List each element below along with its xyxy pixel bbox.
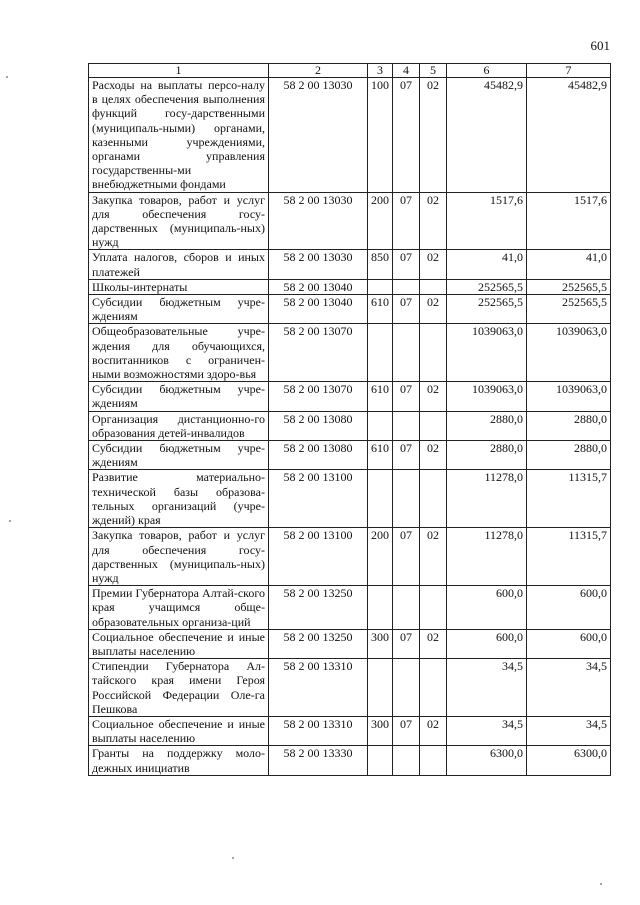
- row-section: 07: [393, 629, 420, 658]
- row-amount-year1: 2880,0: [447, 441, 527, 470]
- row-code: 58 2 00 13250: [269, 586, 368, 630]
- row-subsection: 02: [420, 629, 447, 658]
- table-row: [89, 250, 611, 279]
- table-row: [89, 716, 611, 745]
- row-name: Субсидии бюджетным учре-ждениям: [89, 382, 269, 411]
- row-section: [393, 659, 420, 717]
- row-code: 58 2 00 13330: [269, 746, 368, 775]
- row-code: 58 2 00 13080: [269, 441, 368, 470]
- row-section: [393, 586, 420, 630]
- row-expense-type: [368, 746, 393, 775]
- budget-table: [88, 63, 611, 776]
- row-amount-year1: 34,5: [447, 659, 527, 717]
- table-row: [89, 470, 611, 528]
- table-row: [89, 78, 611, 193]
- row-name: Премии Губернатора Алтай-ского края учащимся обще-образовательных организа-ций: [89, 586, 269, 630]
- row-section: [393, 470, 420, 528]
- row-amount-year2: 34,5: [527, 659, 611, 717]
- column-header: 6: [447, 64, 527, 78]
- row-amount-year1: 1039063,0: [447, 324, 527, 382]
- row-amount-year1: 2880,0: [447, 411, 527, 440]
- row-amount-year1: 252565,5: [447, 279, 527, 294]
- row-name: Социальное обеспечение и иные выплаты населению: [89, 716, 269, 745]
- table-row: [89, 382, 611, 411]
- column-header: 5: [420, 64, 447, 78]
- row-code: 58 2 00 13070: [269, 324, 368, 382]
- row-expense-type: [368, 659, 393, 717]
- row-section: 07: [393, 382, 420, 411]
- row-expense-type: 200: [368, 192, 393, 250]
- row-section: 07: [393, 192, 420, 250]
- column-header: 2: [269, 64, 368, 78]
- row-amount-year1: 11278,0: [447, 470, 527, 528]
- table-body: [89, 78, 611, 776]
- row-subsection: 02: [420, 78, 447, 193]
- column-header: 1: [89, 64, 269, 78]
- row-name: Закупка товаров, работ и услуг для обеспечения госу-дарственных (муниципаль-ных) нужд: [89, 528, 269, 586]
- row-code: 58 2 00 13310: [269, 716, 368, 745]
- row-amount-year1: 11278,0: [447, 528, 527, 586]
- table-row: [89, 279, 611, 294]
- table-row: [89, 746, 611, 775]
- row-expense-type: 850: [368, 250, 393, 279]
- row-expense-type: 100: [368, 78, 393, 193]
- row-subsection: [420, 470, 447, 528]
- scan-speck: [9, 520, 11, 522]
- row-section: 07: [393, 250, 420, 279]
- row-code: 58 2 00 13080: [269, 411, 368, 440]
- row-expense-type: [368, 470, 393, 528]
- row-amount-year2: 1039063,0: [527, 324, 611, 382]
- scan-speck: [6, 76, 8, 78]
- row-amount-year2: 2880,0: [527, 441, 611, 470]
- header-row: [89, 64, 611, 78]
- row-amount-year2: 600,0: [527, 629, 611, 658]
- row-amount-year2: 1517,6: [527, 192, 611, 250]
- row-amount-year1: 41,0: [447, 250, 527, 279]
- row-code: 58 2 00 13250: [269, 629, 368, 658]
- row-expense-type: [368, 324, 393, 382]
- row-subsection: 02: [420, 528, 447, 586]
- row-amount-year1: 34,5: [447, 716, 527, 745]
- row-subsection: [420, 746, 447, 775]
- row-subsection: 02: [420, 250, 447, 279]
- row-amount-year2: 2880,0: [527, 411, 611, 440]
- row-name: Общеобразовательные учре-ждения для обучающихся, воспитанников с ограничен-ными возможностями здоро-вья: [89, 324, 269, 382]
- row-section: [393, 746, 420, 775]
- row-section: 07: [393, 78, 420, 193]
- row-section: 07: [393, 528, 420, 586]
- row-amount-year2: 252565,5: [527, 279, 611, 294]
- row-name: Субсидии бюджетным учре-ждениям: [89, 295, 269, 324]
- scan-speck: [232, 857, 234, 859]
- table-row: [89, 586, 611, 630]
- row-code: 58 2 00 13040: [269, 295, 368, 324]
- row-code: 58 2 00 13030: [269, 192, 368, 250]
- row-code: 58 2 00 13100: [269, 470, 368, 528]
- row-name: Социальное обеспечение и иные выплаты населению: [89, 629, 269, 658]
- row-subsection: [420, 659, 447, 717]
- row-subsection: 02: [420, 382, 447, 411]
- row-amount-year2: 600,0: [527, 586, 611, 630]
- row-name: Уплата налогов, сборов и иных платежей: [89, 250, 269, 279]
- row-code: 58 2 00 13100: [269, 528, 368, 586]
- row-amount-year2: 45482,9: [527, 78, 611, 193]
- row-expense-type: 610: [368, 441, 393, 470]
- row-amount-year2: 252565,5: [527, 295, 611, 324]
- row-subsection: 02: [420, 441, 447, 470]
- row-expense-type: 610: [368, 295, 393, 324]
- page-number: 601: [590, 38, 610, 53]
- row-expense-type: 300: [368, 629, 393, 658]
- row-amount-year2: 34,5: [527, 716, 611, 745]
- table-row: [89, 659, 611, 717]
- table-row: [89, 192, 611, 250]
- row-amount-year2: 11315,7: [527, 528, 611, 586]
- row-amount-year1: 6300,0: [447, 746, 527, 775]
- row-amount-year2: 1039063,0: [527, 382, 611, 411]
- row-expense-type: 200: [368, 528, 393, 586]
- row-subsection: 02: [420, 295, 447, 324]
- row-name: Гранты на поддержку моло-дежных инициатив: [89, 746, 269, 775]
- row-subsection: [420, 324, 447, 382]
- column-header: 3: [368, 64, 393, 78]
- row-section: 07: [393, 295, 420, 324]
- row-code: 58 2 00 13040: [269, 279, 368, 294]
- table-row: [89, 295, 611, 324]
- row-expense-type: [368, 279, 393, 294]
- row-name: Субсидии бюджетным учре-ждениям: [89, 441, 269, 470]
- row-code: 58 2 00 13030: [269, 250, 368, 279]
- row-code: 58 2 00 13070: [269, 382, 368, 411]
- row-name: Расходы на выплаты персо-налу в целях обеспечения выполнения функций госу-дарственными (муниципаль-ными) органами, казенными учреждениями, органами управления государственны-ми внебюджетными фондами: [89, 78, 269, 193]
- row-name: Стипендии Губернатора Ал-тайского края имени Героя Российской Федерации Оле-га Пешкова: [89, 659, 269, 717]
- row-subsection: [420, 411, 447, 440]
- row-name: Развитие материально-технической базы образова-тельных организаций (учре-ждений) края: [89, 470, 269, 528]
- row-amount-year2: 6300,0: [527, 746, 611, 775]
- row-amount-year1: 45482,9: [447, 78, 527, 193]
- row-amount-year1: 1517,6: [447, 192, 527, 250]
- row-expense-type: [368, 411, 393, 440]
- row-name: Организация дистанционно-го образования детей-инвалидов: [89, 411, 269, 440]
- row-name: Закупка товаров, работ и услуг для обеспечения госу-дарственных (муниципаль-ных) нужд: [89, 192, 269, 250]
- row-expense-type: 300: [368, 716, 393, 745]
- row-subsection: 02: [420, 192, 447, 250]
- row-amount-year1: 600,0: [447, 629, 527, 658]
- column-header: 7: [527, 64, 611, 78]
- row-subsection: [420, 586, 447, 630]
- row-expense-type: [368, 586, 393, 630]
- row-section: 07: [393, 716, 420, 745]
- row-name: Школы-интернаты: [89, 279, 269, 294]
- row-section: [393, 279, 420, 294]
- table-row: [89, 324, 611, 382]
- table-row: [89, 629, 611, 658]
- table-row: [89, 411, 611, 440]
- row-amount-year1: 1039063,0: [447, 382, 527, 411]
- row-subsection: 02: [420, 716, 447, 745]
- row-subsection: [420, 279, 447, 294]
- table-header: [89, 64, 611, 78]
- column-header: 4: [393, 64, 420, 78]
- scan-speck: [600, 883, 602, 885]
- row-code: 58 2 00 13030: [269, 78, 368, 193]
- table-row: [89, 528, 611, 586]
- table-row: [89, 441, 611, 470]
- row-expense-type: 610: [368, 382, 393, 411]
- row-section: [393, 411, 420, 440]
- row-section: 07: [393, 441, 420, 470]
- row-amount-year1: 252565,5: [447, 295, 527, 324]
- row-code: 58 2 00 13310: [269, 659, 368, 717]
- row-amount-year1: 600,0: [447, 586, 527, 630]
- row-section: [393, 324, 420, 382]
- row-amount-year2: 41,0: [527, 250, 611, 279]
- row-amount-year2: 11315,7: [527, 470, 611, 528]
